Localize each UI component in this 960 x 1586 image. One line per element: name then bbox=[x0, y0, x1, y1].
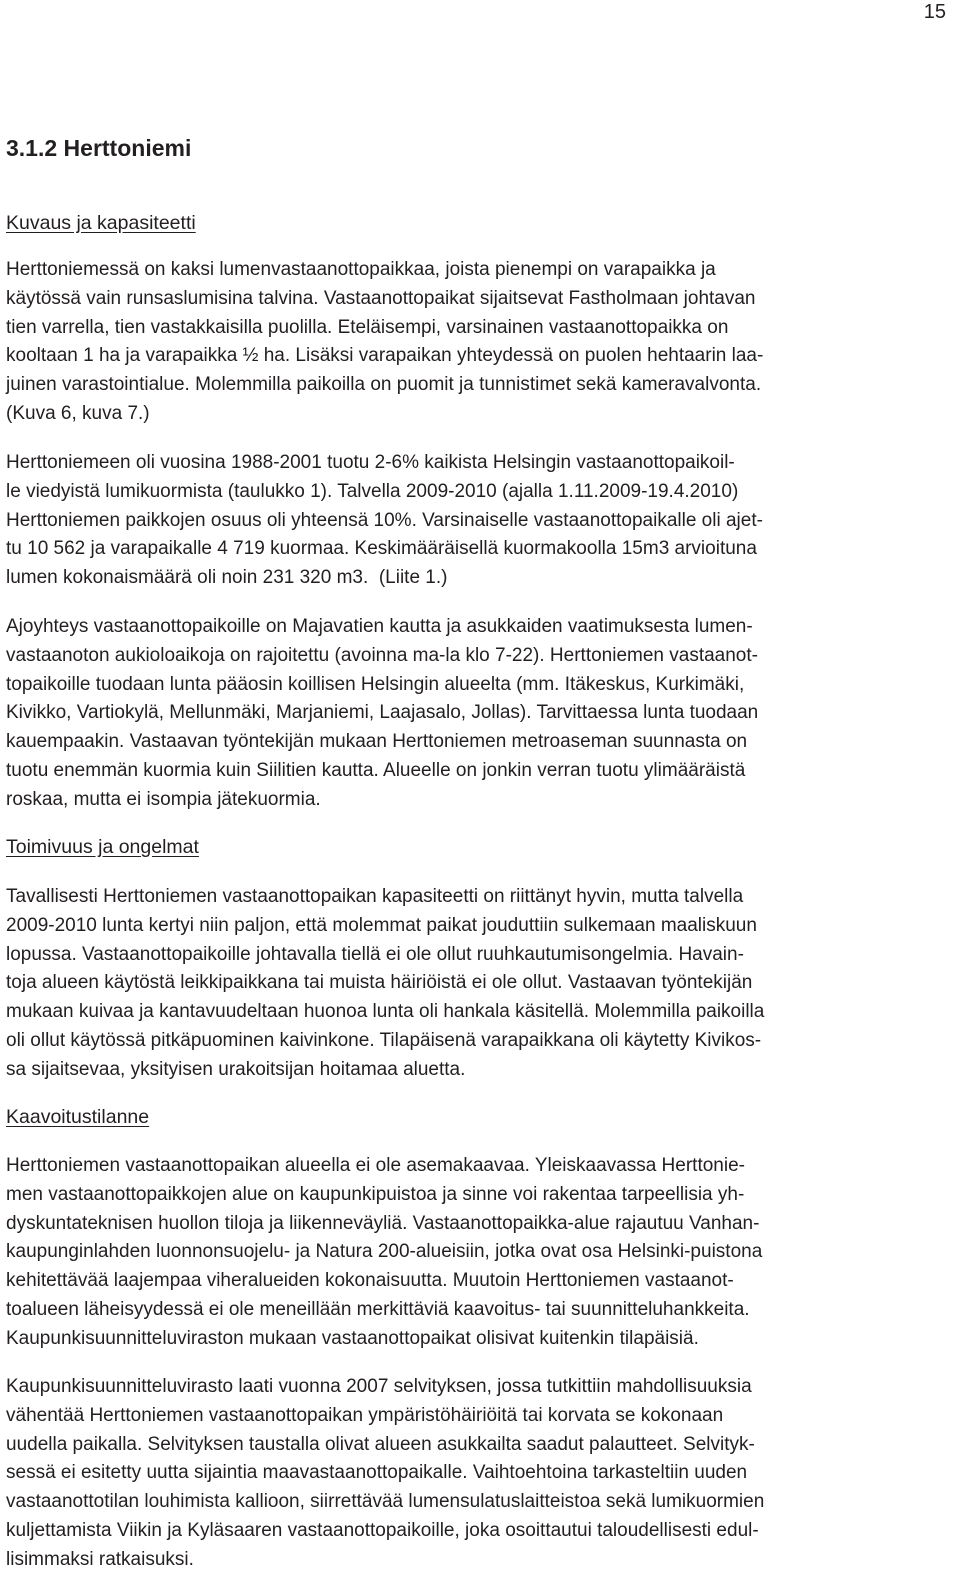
heading-description-capacity: Kuvaus ja kapasiteetti bbox=[6, 212, 196, 234]
paragraph-operation: Tavallisesti Herttoniemen vastaanottopaikan kapasiteetti on riittänyt hyvin, mutta talvella 2009-2010 lunta kertyi niin paljon, että molemmat paikat jouduttiin sulkemaan maaliskuun lopussa. Vastaanottopaikoille johtavalla tiellä ei ole ollut ruuhkautumisongelmia. Havain- toja alueen käytöstä leikkipaikkana tai muista häiriöistä ei ole ollut. Vastaavan työntekijän mukaan kuivaa ja kantavuudeltaan huonoa lunta oli hankala käsitellä. Molemmilla paikoilla oli ollut käytössä pitkäpuominen kaivinkone. Tilapäisenä varapaikkana oli käytetty Kivikos- sa sijaitsevaa, yksityisen urakoitsijan hoitamaa aluetta. bbox=[6, 886, 765, 1080]
paragraph-access: Ajoyhteys vastaanottopaikoille on Majavatien kautta ja asukkaiden vaatimuksesta lumen- vastaanoton aukioloaikoja on rajoitettu (avoinna ma-la klo 7-22). Herttoniemen vastaanot- topaikoille tuodaan lunta pääosin koillisen Helsingin alueelta (mm. Itäkeskus, Kurkimäki, Kivikko, Vartiokylä, Mellunmäki, Marjaniemi, Laajasalo, Jollas). Tarvittaessa lunta tuodaan kauempaakin. Vastaavan työntekijän mukaan Herttoniemen metroaseman suunnasta on tuotu enemmän kuormia kuin Siilitien kautta. Alueelle on jonkin verran tuotu ylimääräistä roskaa, mutta ei isompia jätekuormia. bbox=[6, 616, 759, 810]
section-title: 3.1.2 Herttoniemi bbox=[6, 135, 192, 161]
heading-zoning: Kaavoitustilanne bbox=[6, 1106, 150, 1128]
heading-operation-problems: Toimivuus ja ongelmat bbox=[6, 836, 199, 858]
page-number: 15 bbox=[923, 1, 946, 23]
paragraph-description: Herttoniemessä on kaksi lumenvastaanottopaikkaa, joista pienempi on varapaikka ja käytössä vain runsaslumisina talvina. Vastaanottopaikat sijaitsevat Fastholmaan johtavan tien varrella, tien vastakkaisilla puolilla. Eteläisempi, varsinainen vastaanottopaikka on kooltaan 1 ha ja varapaikka ½ ha. Lisäksi varapaikan yhteydessä on puolen hehtaarin laa- juinen varastointialue. Molemmilla paikoilla on puomit ja tunnistimet sekä kameravalvonta. (Kuva 6, kuva 7.) bbox=[6, 259, 764, 424]
paragraph-study: Kaupunkisuunnitteluvirasto laati vuonna 2007 selvityksen, jossa tutkittiin mahdollisuuksia vähentää Herttoniemen vastaanottopaikan ympäristöhäiriöitä tai korvata se kokonaan uudella paikalla. Selvityksen taustalla olivat alueen asukkailta saadut palautteet. Selvityk- sessä ei esitetty uutta sijaintia maavastaanottopaikalle. Vaihtoehtoina tarkasteltiin uuden vastaanottotilan louhimista kallioon, siirrettävää lumensulatuslaitteistoa sekä lumikuormien kuljettamista Viikin ja Kyläsaaren vastaanottopaikoille, joka osoittautui taloudellisesti edul- lisimmaksi ratkaisuksi. bbox=[6, 1376, 765, 1570]
paragraph-statistics: Herttoniemeen oli vuosina 1988-2001 tuotu 2-6% kaikista Helsingin vastaanottopaikoil- le viedyistä lumikuormista (taulukko 1). Talvella 2009-2010 (ajalla 1.11.2009-19.4.2010) Herttoniemen paikkojen osuus oli yhteensä 10%. Varsinaiselle vastaanottopaikalle oli ajet- tu 10 562 ja varapaikalle 4 719 kuormaa. Keskimääräisellä kuormakoolla 15m3 arvioituna lumen kokonaismäärä oli noin 231 320 m3. (Liite 1.) bbox=[6, 452, 763, 589]
paragraph-zoning: Herttoniemen vastaanottopaikan alueella ei ole asemakaavaa. Yleiskaavassa Herttonie- men vastaanottopaikkojen alue on kaupunkipuistoa ja sinne voi rakentaa tarpeellisia yh- dyskuntateknisen huollon tiloja ja liikenneväyliä. Vastaanottopaikka-alue rajautuu Vanhan- kaupunginlahden luonnonsuojelu- ja Natura 200-alueisiin, jotka ovat osa Helsinki-puistona kehitettävää laajempaa viheralueiden kokonaisuutta. Muutoin Herttoniemen vastaanot- toalueen läheisyydessä ei ole meneillään merkittäviä kaavoitus- tai suunnitteluhankkeita. Kaupunkisuunnitteluviraston mukaan vastaanottopaikat olisivat kuitenkin tilapäisiä. bbox=[6, 1155, 763, 1349]
